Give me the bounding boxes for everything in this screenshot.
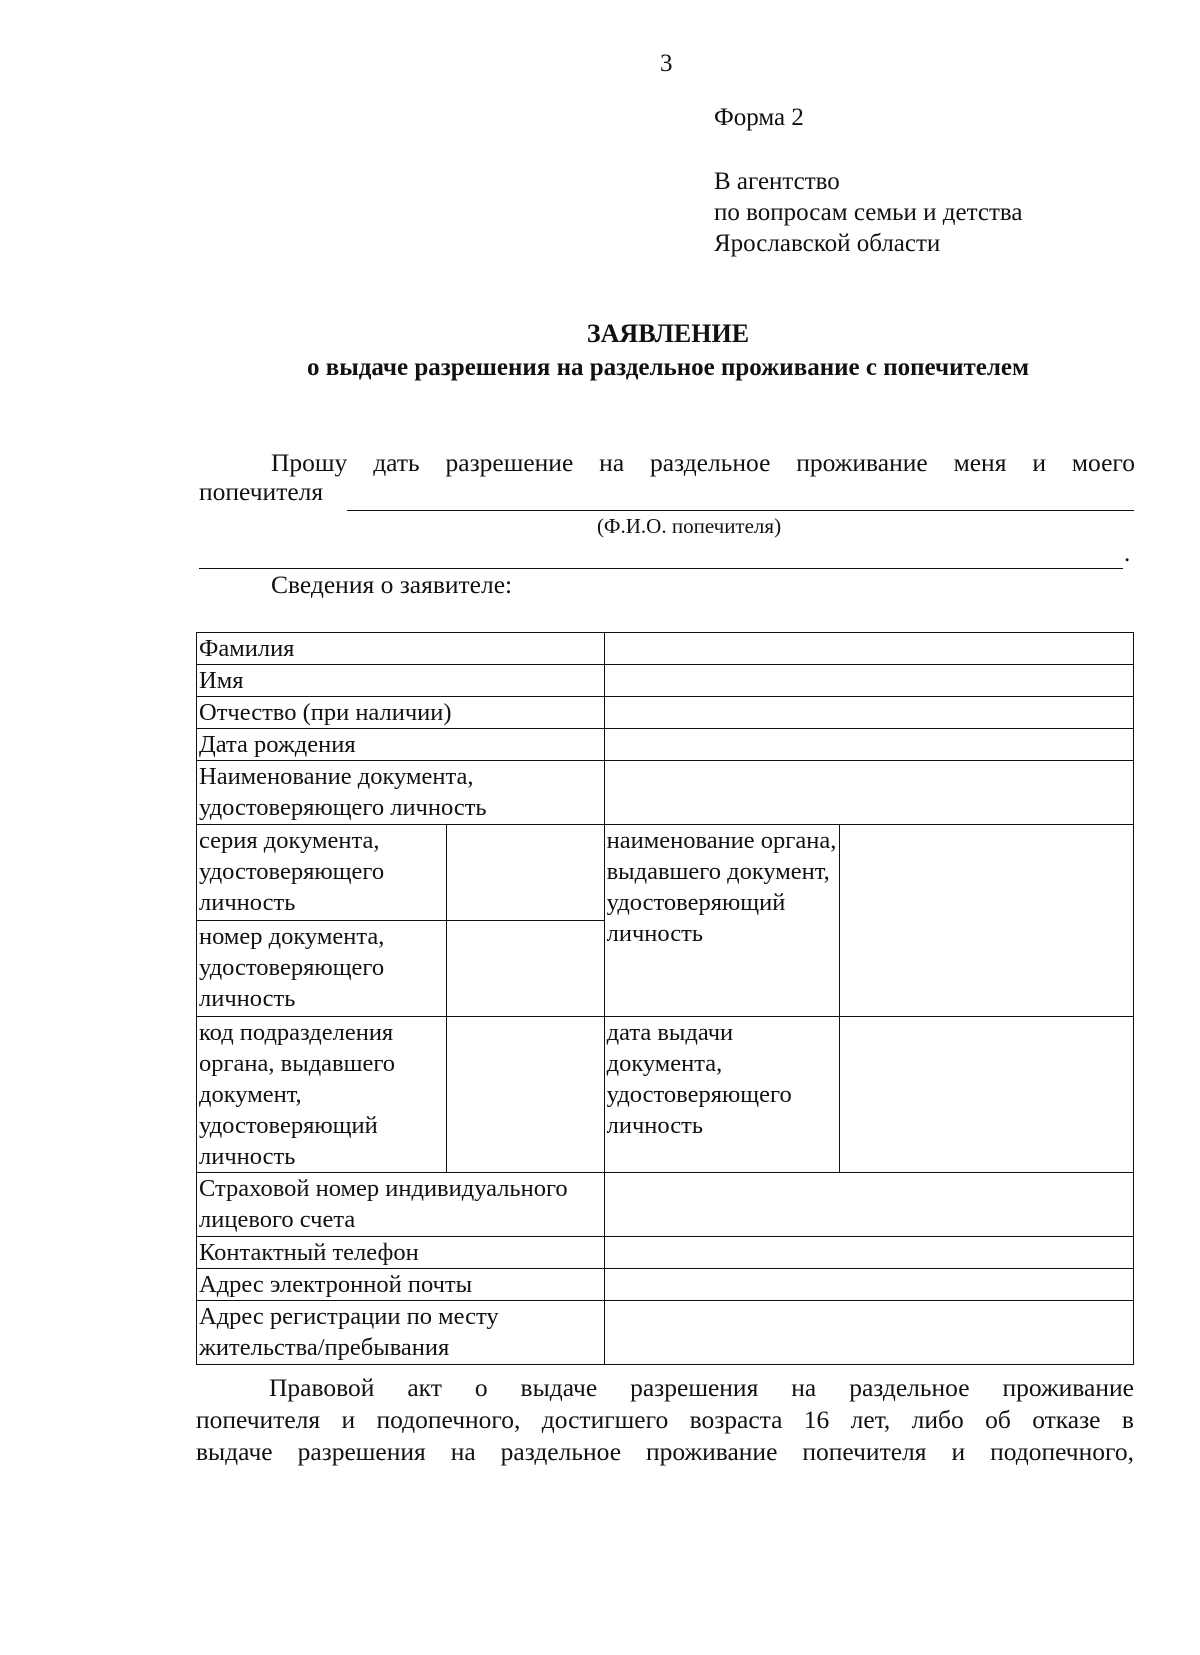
document-subtitle: о выдаче разрешения на раздельное проживание с попечителем (306, 354, 1030, 381)
doc-name-value[interactable] (604, 761, 1133, 825)
addressee-block (714, 166, 1022, 259)
doc-name-label: Наименование документа, удостоверяющего личность (197, 761, 605, 825)
division-code-value[interactable] (446, 1017, 604, 1173)
doc-number-value[interactable] (446, 921, 604, 1017)
address-value[interactable] (604, 1301, 1133, 1365)
doc-series-label: серия документа, удостоверяющего личность (197, 825, 447, 921)
addressee-line: по вопросам семьи и детства (714, 199, 1023, 226)
form-label: Форма 2 (714, 104, 804, 131)
word: попечителя (802, 1437, 927, 1466)
name-label: Имя (197, 665, 605, 697)
word: в (1121, 1405, 1134, 1434)
guardian-name-caption: (Ф.И.О. попечителя) (596, 514, 782, 538)
birth-date-value[interactable] (604, 729, 1133, 761)
phone-label: Контактный телефон (197, 1237, 605, 1269)
snils-label: Страховой номер индивидуального лицевого счета (197, 1173, 605, 1237)
end-period: . (1124, 540, 1131, 567)
table-row (197, 633, 1134, 665)
document-title: ЗАЯВЛЕНИЕ (586, 319, 750, 348)
division-code-label: код подразделения органа, выдавшего документ, удостоверяющий личность (197, 1017, 447, 1173)
word: 16 (803, 1405, 830, 1434)
word: попечителя (196, 1405, 321, 1434)
email-value[interactable] (604, 1269, 1133, 1301)
email-label: Адрес электронной почты (197, 1269, 605, 1301)
word: раздельное (650, 448, 771, 477)
word: Правовой (269, 1373, 375, 1402)
word: меня (953, 448, 1007, 477)
guardian-name-field-continued[interactable] (199, 568, 1123, 569)
word: либо (911, 1405, 964, 1434)
word: лет, (850, 1405, 891, 1434)
word: достигшего (541, 1405, 669, 1434)
table-row (197, 1301, 1134, 1365)
word: разрешения (297, 1437, 426, 1466)
word: раздельное (500, 1437, 622, 1466)
addressee-line: В агентство (714, 168, 840, 195)
word: акт (407, 1373, 442, 1402)
birth-date-label: Дата рождения (197, 729, 605, 761)
word: подопечного, (376, 1405, 521, 1434)
final-paragraph (196, 1372, 1134, 1468)
final-line-1 (269, 1372, 1134, 1404)
word: проживание (1002, 1373, 1134, 1402)
word: отказе (1032, 1405, 1101, 1434)
applicant-info-heading: Сведения о заявителе: (271, 570, 513, 599)
table-row (197, 729, 1134, 761)
final-line-3 (196, 1436, 1134, 1468)
word: Прошу (271, 448, 348, 477)
snils-value[interactable] (604, 1173, 1133, 1237)
addressee-line: Ярославской области (714, 230, 941, 257)
patronymic-value[interactable] (604, 697, 1133, 729)
surname-label: Фамилия (197, 633, 605, 665)
doc-series-value[interactable] (446, 825, 604, 921)
doc-number-label: номер документа, удостоверяющего личность (197, 921, 447, 1017)
table-row (197, 1173, 1134, 1237)
table-row (197, 665, 1134, 697)
request-line-2-start: попечителя (199, 477, 324, 506)
word: дать (373, 448, 420, 477)
word: на (450, 1437, 476, 1466)
page-number: 3 (660, 50, 673, 77)
table-row (197, 761, 1134, 825)
applicant-info-table (196, 632, 1134, 1365)
table-row (197, 1237, 1134, 1269)
final-line-2 (196, 1404, 1134, 1436)
guardian-name-field[interactable] (347, 510, 1134, 511)
request-line-1 (271, 448, 1135, 478)
word: выдаче (520, 1373, 598, 1402)
issue-date-value[interactable] (839, 1017, 1133, 1173)
word: проживание (796, 448, 928, 477)
table-row (197, 1269, 1134, 1301)
word: и (951, 1437, 966, 1466)
word: об (985, 1405, 1011, 1434)
table-row (197, 825, 1134, 921)
issue-date-label: дата выдачи документа, удостоверяющего личность (604, 1017, 839, 1173)
word: на (599, 448, 625, 477)
word: на (791, 1373, 817, 1402)
table-row (197, 1017, 1134, 1173)
word: и (341, 1405, 356, 1434)
surname-value[interactable] (604, 633, 1133, 665)
name-value[interactable] (604, 665, 1133, 697)
patronymic-label: Отчество (при наличии) (197, 697, 605, 729)
word: разрешение (445, 448, 574, 477)
word: проживание (645, 1437, 778, 1466)
word: и (1032, 448, 1046, 477)
address-label: Адрес регистрации по месту жительства/пребывания (197, 1301, 605, 1365)
word: выдаче (196, 1437, 273, 1466)
issuer-name-label: наименование органа, выдавшего документ, удостоверяющий личность (604, 825, 839, 1017)
phone-value[interactable] (604, 1237, 1133, 1269)
word: о (474, 1373, 488, 1402)
word: подопечного, (990, 1437, 1134, 1466)
word: раздельное (849, 1373, 970, 1402)
table-row (197, 697, 1134, 729)
word: возраста (689, 1405, 783, 1434)
word: моего (1071, 448, 1135, 477)
word: разрешения (630, 1373, 759, 1402)
issuer-name-value[interactable] (839, 825, 1133, 1017)
